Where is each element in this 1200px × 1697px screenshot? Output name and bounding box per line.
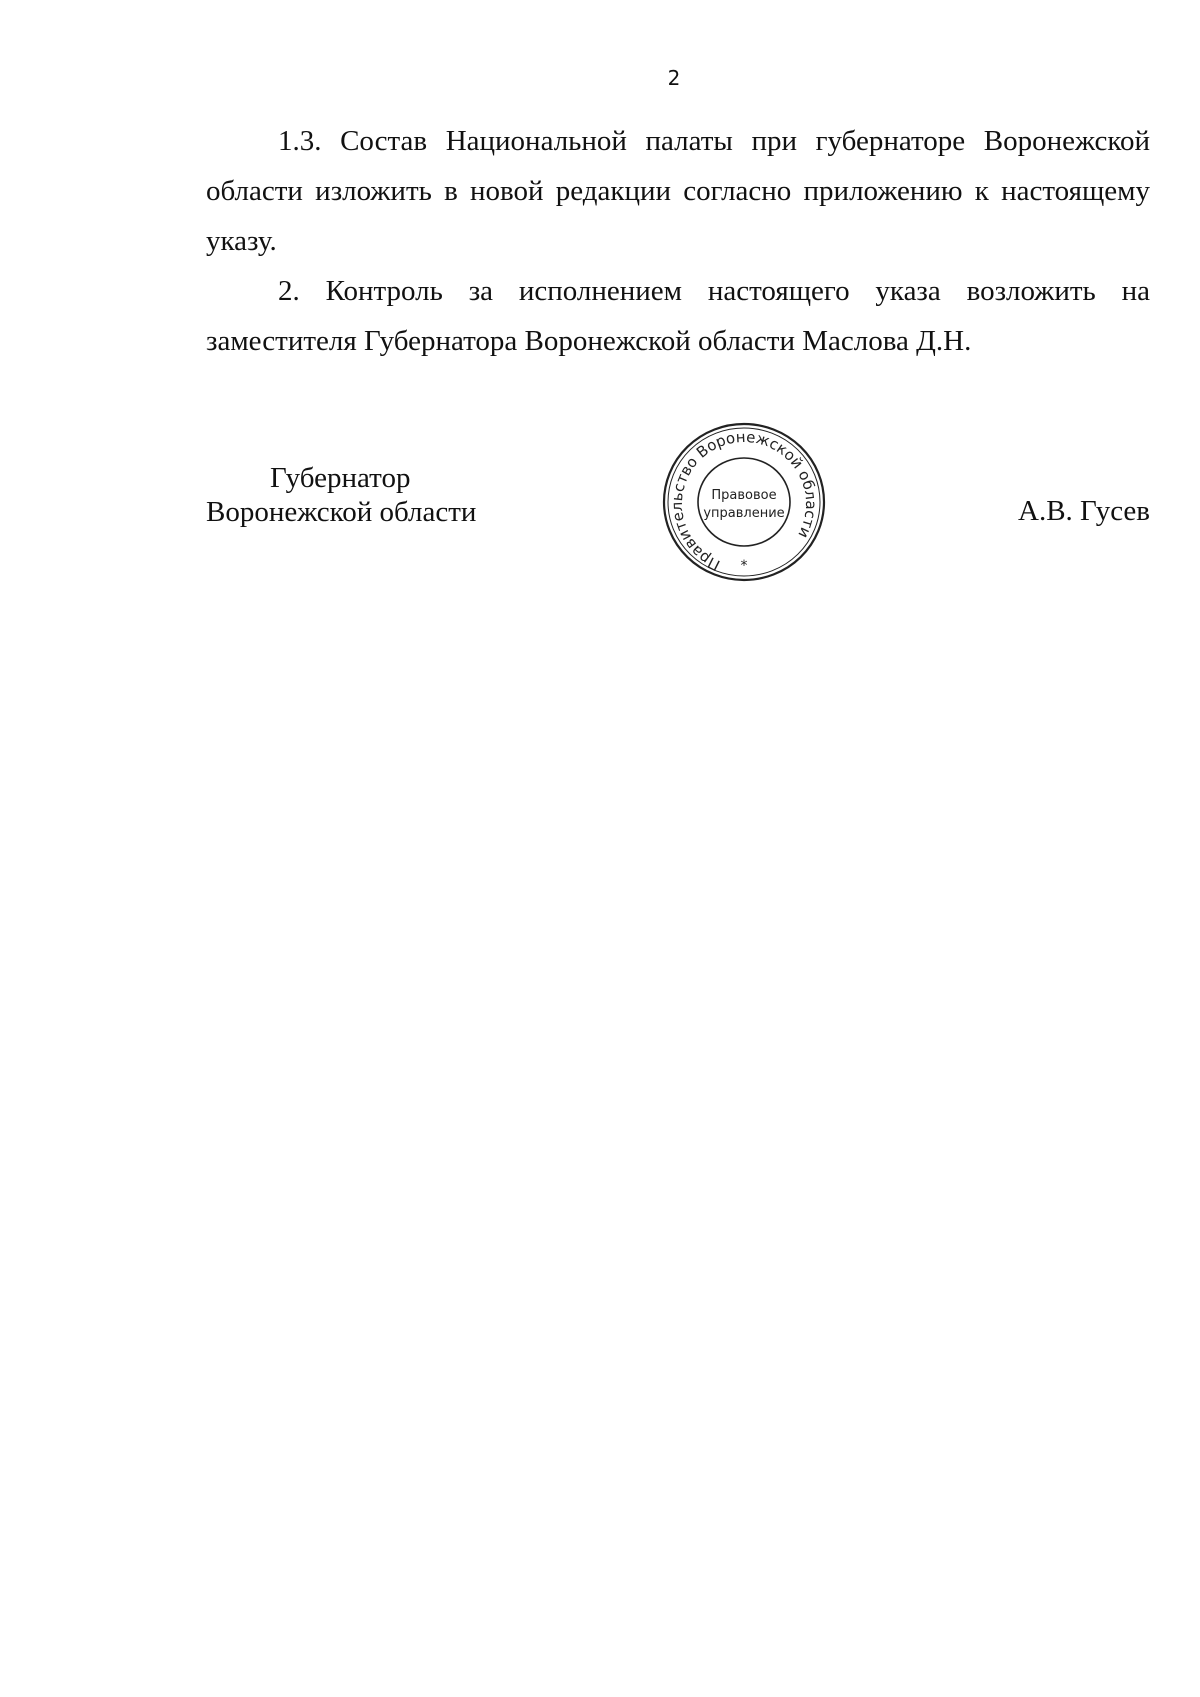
official-stamp bbox=[660, 420, 828, 584]
stamp-center-line2: управление bbox=[703, 506, 785, 521]
signature-title-line2: Воронежской области bbox=[206, 496, 477, 528]
signature-title-line1: Губернатор bbox=[270, 462, 411, 494]
paragraph-2: 2. Контроль за исполнением настоящего указа возложить на заместителя Губернатора Воронежской области Маслова Д.Н. bbox=[206, 275, 1150, 357]
stamp-star: * bbox=[740, 558, 748, 574]
document-body bbox=[206, 116, 1150, 366]
stamp-center-line1: Правовое bbox=[711, 488, 777, 503]
signature-title bbox=[206, 461, 476, 529]
signatory-name: А.В. Гусев bbox=[1018, 495, 1150, 527]
paragraph-1-3: 1.3. Состав Национальной палаты при губернаторе Воронежской области изложить в новой редакции согласно приложению к настоящему указу. bbox=[206, 125, 1150, 257]
stamp-ring-text: Правительство Воронежской области bbox=[667, 427, 821, 575]
page-number: 2 bbox=[667, 66, 681, 90]
